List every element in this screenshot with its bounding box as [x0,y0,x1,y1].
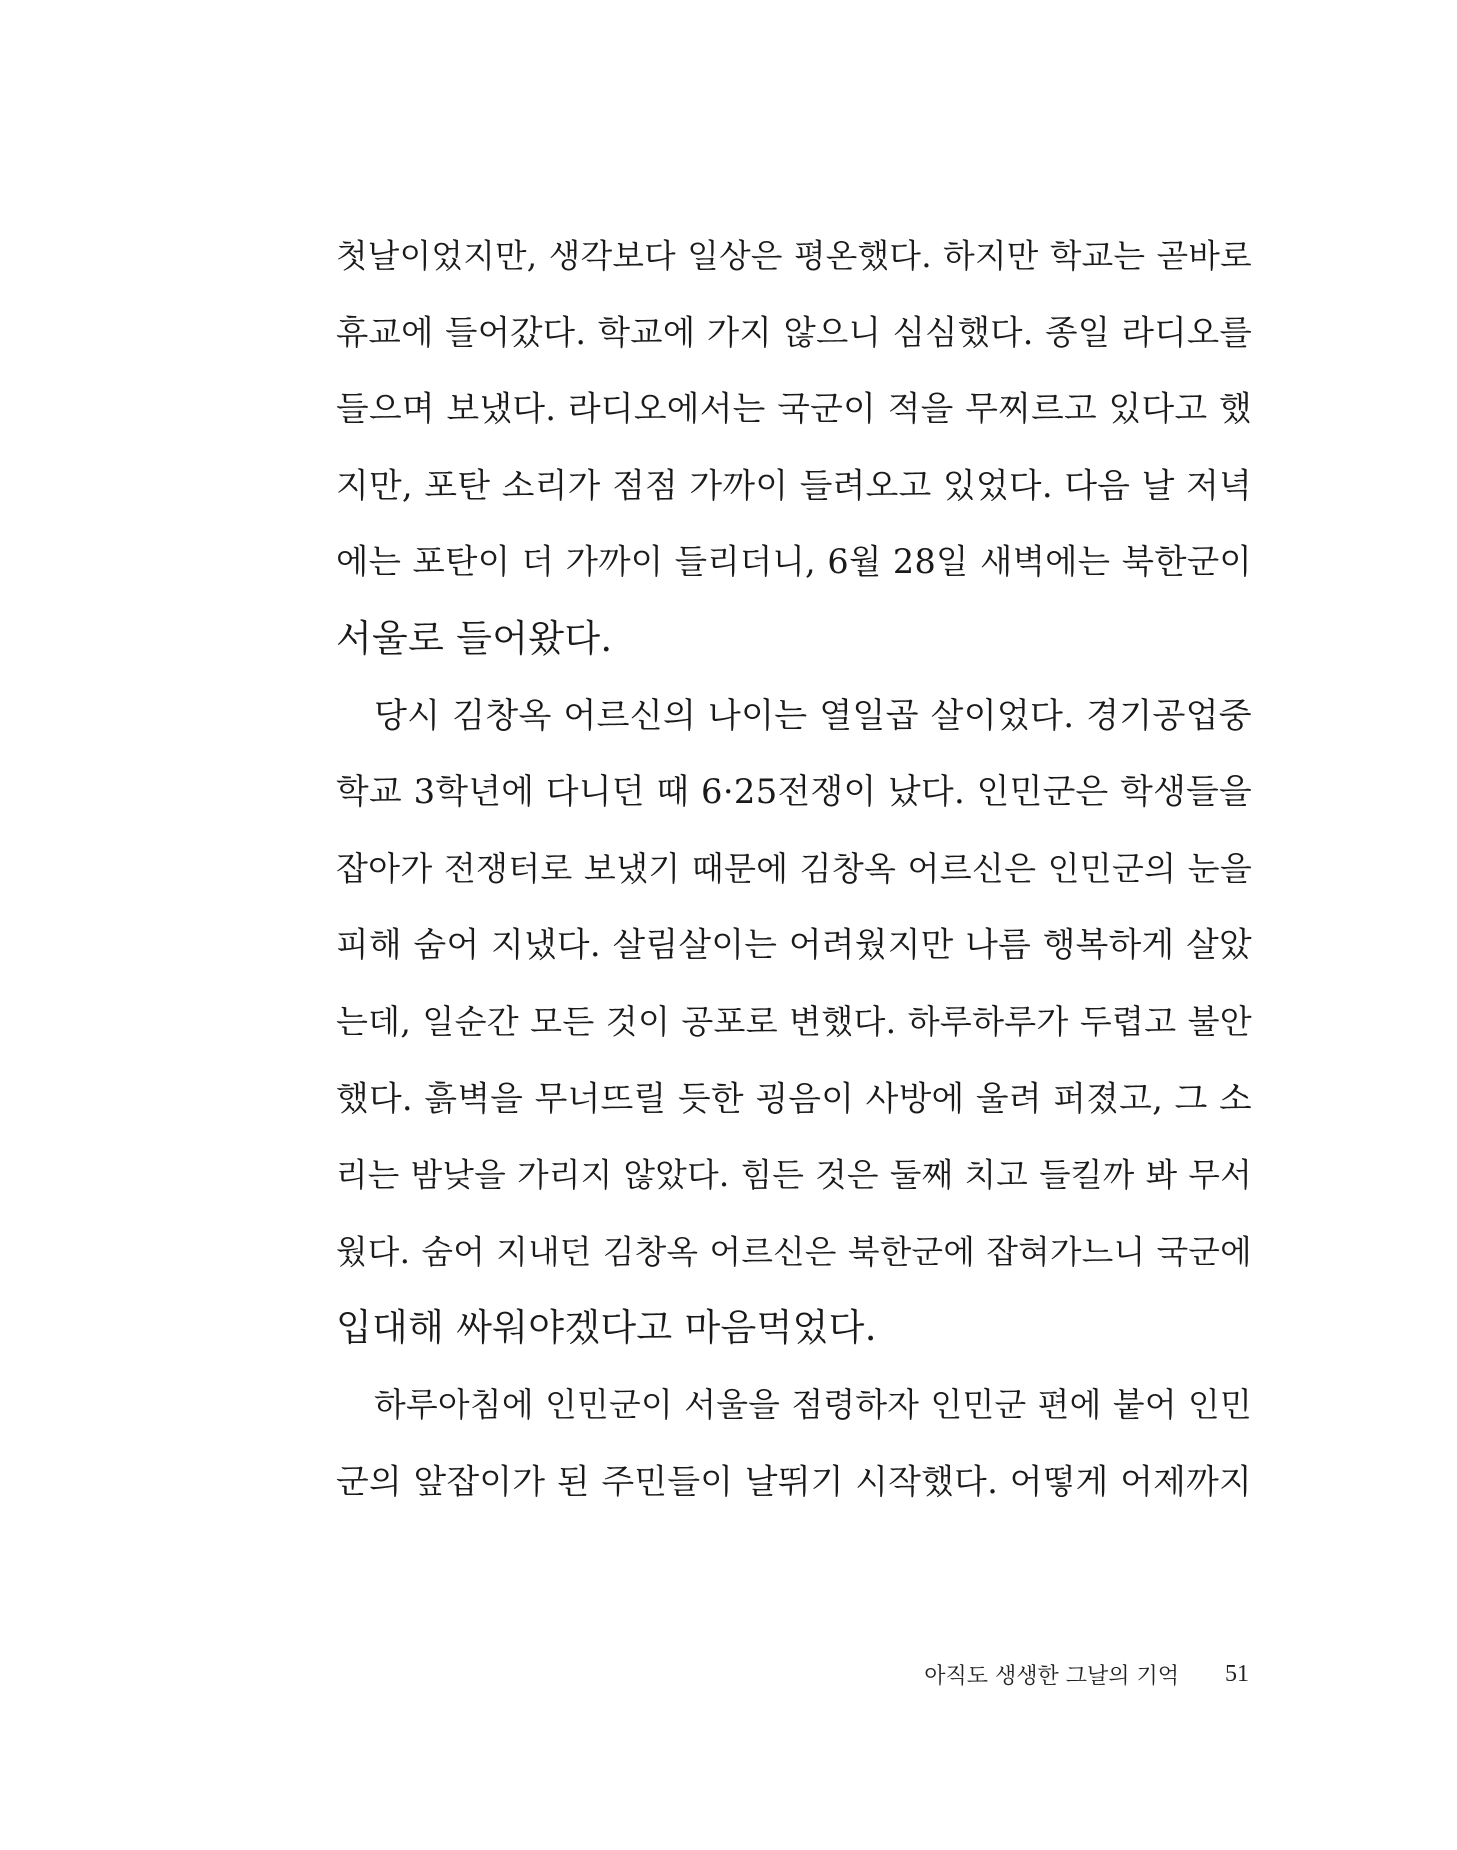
text-line: 에는 포탄이 더 가까이 들리더니, 6월 28일 새벽에는 북한군이 [336,542,1252,582]
text-line: 잡아가 전쟁터로 보냈기 때문에 김창옥 어르신은 인민군의 눈을 [336,848,1252,888]
text-line: 리는 밤낮을 가리지 않았다. 힘든 것은 둘째 치고 들킬까 봐 무서 [336,1156,1252,1195]
text-line: 피해 숨어 지냈다. 살림살이는 어려웠지만 나름 행복하게 살았 [336,925,1252,965]
text-line: 군의 앞잡이가 된 주민들이 날뛰기 시작했다. 어떻게 어제까지 [336,1461,1252,1501]
page-number: 51 [1225,1660,1249,1687]
page-footer [924,1654,1249,1694]
body-text [336,218,1252,1520]
text-line: 했다. 흙벽을 무너뜨릴 듯한 굉음이 사방에 울려 퍼졌고, 그 소 [336,1078,1252,1118]
text-line: 서울로 들어왔다. [336,616,613,660]
text-line: 지만, 포탄 소리가 점점 가까이 들려오고 있었다. 다음 날 저녁 [336,465,1252,505]
text-line: 들으며 보냈다. 라디오에서는 국군이 적을 무찌르고 있다고 했 [336,389,1252,429]
running-title: 아직도 생생한 그날의 기억 [924,1663,1179,1689]
text-line: 는데, 일순간 모든 것이 공포로 변했다. 하루하루가 두렵고 불안 [336,1001,1252,1041]
text-line: 첫날이었지만, 생각보다 일상은 평온했다. 하지만 학교는 곧바로 [336,237,1252,275]
text-line: 휴교에 들어갔다. 학교에 가지 않으니 심심했다. 종일 라디오를 [336,312,1252,352]
text-line: 입대해 싸워야겠다고 마음먹었다. [336,1306,877,1350]
paragraph-first-line: 당시 김창옥 어르신의 나이는 열일곱 살이었다. 경기공업중 [374,695,1252,736]
text-line: 학교 3학년에 다니던 때 6·25전쟁이 났다. 인민군은 학생들을 [336,772,1252,812]
text-line: 웠다. 숨어 지내던 김창옥 어르신은 북한군에 잡혀가느니 국군에 [336,1232,1252,1271]
paragraph-first-line: 하루아침에 인민군이 서울을 점령하자 인민군 편에 붙어 인민 [374,1385,1252,1424]
